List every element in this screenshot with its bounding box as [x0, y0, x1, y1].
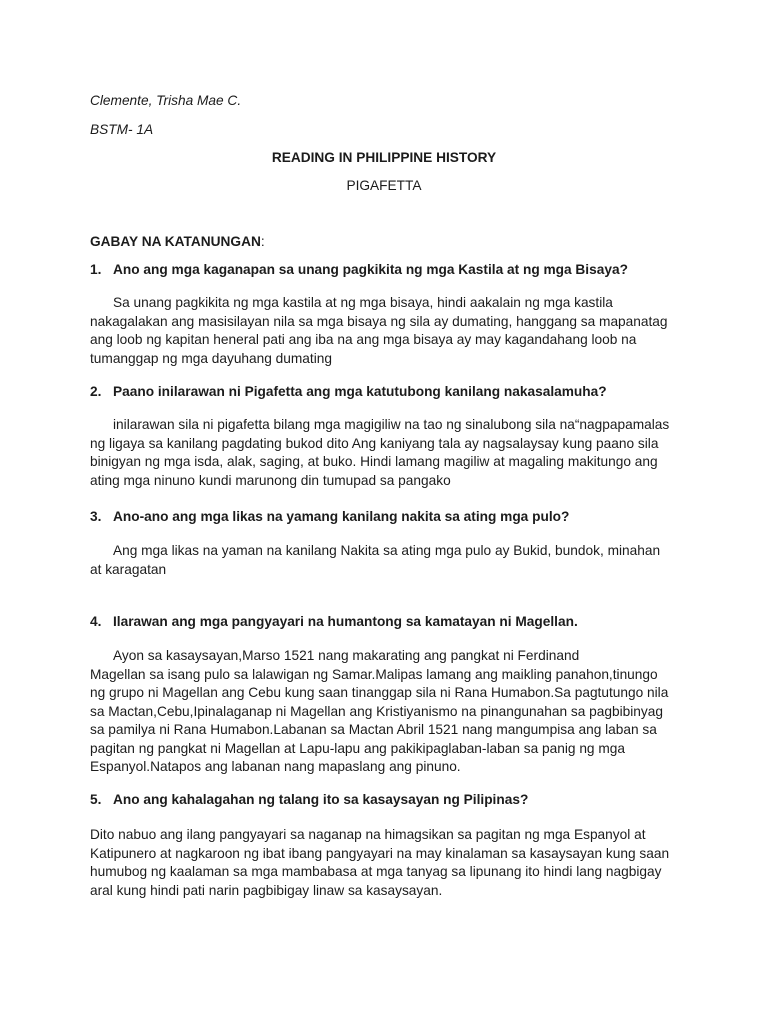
- answer-line: pagitan ng pangkat ni Magellan at Lapu-lapu ang pakikipaglaban-laban sa panig ng mga: [90, 740, 625, 756]
- question-4: [90, 613, 578, 632]
- answer-line: sa pamilya ni Rana Humabon.Labanan sa Mactan Abril 1521 nang mangumpisa ang laban sa: [90, 722, 657, 737]
- answer-line: Katipunero at nagkaroon ng ibat ibang pangyayari na may kinalaman sa kasaysayan kung saan: [90, 845, 670, 861]
- answer-line: humubog ng kaalaman sa mga mambabasa at mga tanyag sa lipunang ito hindi lang nagbigay: [90, 864, 662, 879]
- question-number: 3.: [90, 509, 102, 524]
- answer-line: aral kung hindi pati narin pagbibigay linaw sa kasaysayan.: [90, 882, 443, 898]
- question-number: 1.: [90, 262, 102, 277]
- question-text: Paano inilarawan ni Pigafetta ang mga katutubong kanilang nakasalamuha?: [113, 384, 607, 399]
- document-title: READING IN PHILIPPINE HISTORY: [271, 150, 497, 165]
- answer-line: Espanyol.Natapos ang labanan nang mapaslang ang pinuno.: [90, 759, 461, 774]
- guide-heading-label: GABAY NA KATANUNGAN: [90, 234, 261, 249]
- question-3: [90, 508, 569, 527]
- answer-line: Dito nabuo ang ilang pangyayari sa naganap na himagsikan sa pagitan ng mga Espanyol at: [90, 827, 646, 842]
- answer-line: Magellan sa isang pulo sa lalawigan ng Samar.Malipas lamang ang maikling panahon,tinungo: [90, 666, 658, 682]
- question-text: Ano ang mga kaganapan sa unang pagkikita ng mga Kastila at ng mga Bisaya?: [113, 262, 628, 277]
- answer-line: Ayon sa kasaysayan,Marso 1521 nang makarating ang pangkat ni Ferdinand: [113, 648, 580, 663]
- answer-5: [90, 826, 669, 900]
- answer-line: ng ligaya sa kanilang pagdating bukod dito Ang kaniyang tala ay nagsalaysay kung paano sila: [90, 435, 659, 451]
- guide-heading: [90, 233, 265, 252]
- answer-line: tumanggap ng mga dayuhang dumating: [90, 350, 332, 366]
- answer-1: [90, 294, 668, 368]
- answer-line: nakagalakan ang masisilayan nila sa mga bisaya ng sila ay dumating, hanggang sa mapanatag: [90, 313, 668, 329]
- answer-line: Ang mga likas na yaman na kanilang Nakita sa ating mga pulo ay Bukid, bundok, minahan: [113, 543, 661, 558]
- answer-line: inilarawan sila ni pigafetta bilang mga magigiliw na tao ng sinalubong sila na“nagpapamalas: [113, 417, 670, 432]
- student-name: Clemente, Trisha Mae C.: [90, 93, 242, 108]
- answer-4: [90, 647, 668, 777]
- question-text: Ilarawan ang mga pangyayari na humantong sa kamatayan ni Magellan.: [113, 614, 578, 629]
- answer-line: ang loob ng kapitan heneral pati ang iba na ang mga bisaya ay may kagandahang loob na: [90, 332, 637, 347]
- student-section: BSTM- 1A: [90, 122, 154, 137]
- answer-line: binigyan ng mga isda, alak, saging, at buko. Hindi lamang magiliw at magaling makitungo ang: [90, 454, 658, 469]
- answer-3: [90, 542, 660, 579]
- question-2: [90, 383, 607, 402]
- question-text: Ano-ano ang mga likas na yamang kanilang nakita sa ating mga pulo?: [113, 509, 570, 524]
- question-number: 5.: [90, 792, 102, 807]
- question-number: 4.: [90, 614, 102, 629]
- question-5: [90, 791, 528, 810]
- answer-2: [90, 416, 669, 490]
- guide-heading-colon: :: [260, 234, 265, 249]
- answer-line: Sa unang pagkikita ng mga kastila at ng mga bisaya, hindi aakalain ng mga kastila: [113, 295, 613, 310]
- document-subtitle: PIGAFETTA: [346, 178, 422, 193]
- answer-line: sa Mactan,Cebu,Ipinalaganap ni Magellan ang Kristiyanismo na pinangunahan sa pagbibinyag: [90, 703, 663, 719]
- question-number: 2.: [90, 384, 102, 399]
- question-text: Ano ang kahalagahan ng talang ito sa kasaysayan ng Pilipinas?: [113, 792, 529, 807]
- answer-line: ng grupo ni Magellan ang Cebu kung saan tinanggap sila ni Rana Humabon.Sa pagtutungo nila: [90, 685, 669, 700]
- answer-line: ating mga ninuno kundi marunong din tumupad sa pangako: [90, 472, 451, 488]
- question-1: [90, 261, 628, 280]
- answer-line: at karagatan: [90, 561, 167, 577]
